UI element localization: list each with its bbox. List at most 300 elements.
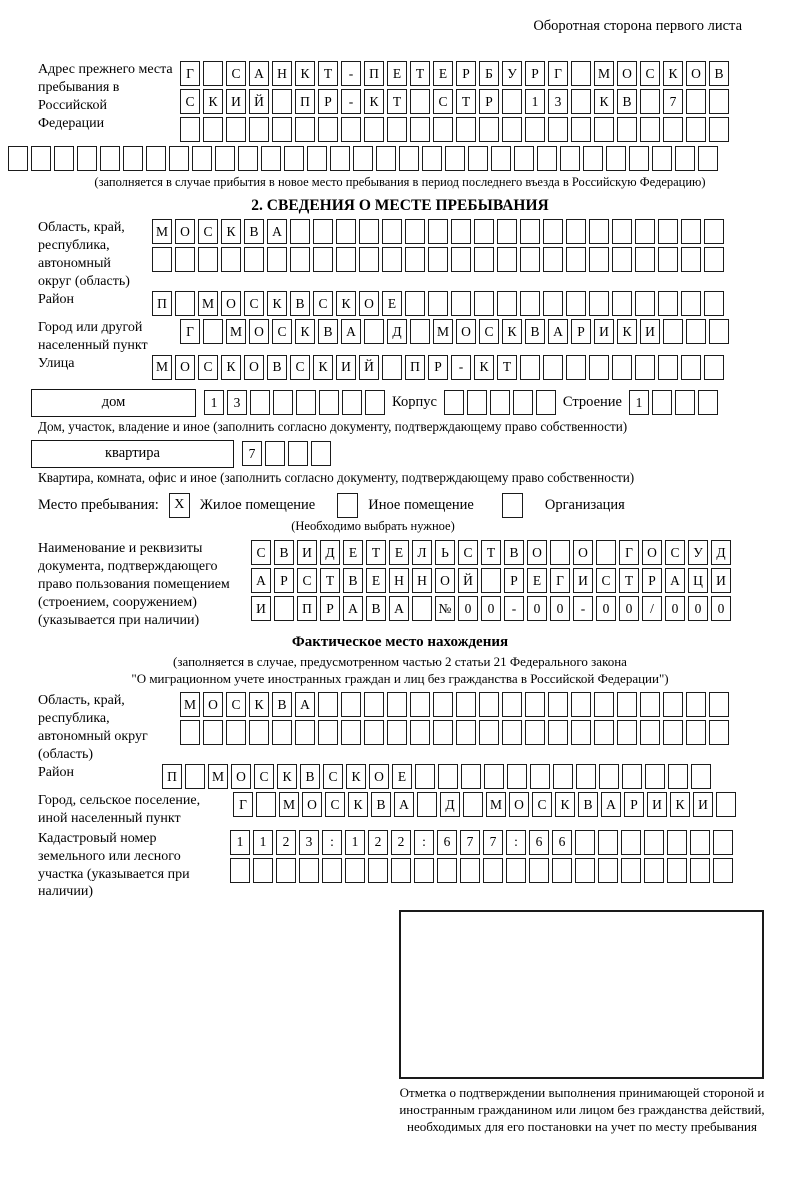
char-box: Ц — [688, 568, 708, 593]
char-box — [422, 146, 442, 171]
char-box: 2 — [276, 830, 296, 855]
char-box — [437, 858, 457, 883]
char-box: П — [297, 596, 317, 621]
char-box — [497, 247, 517, 272]
char-box — [318, 117, 338, 142]
char-box: - — [341, 89, 361, 114]
char-box: К — [267, 291, 287, 316]
char-box: О — [231, 764, 251, 789]
char-box: Р — [624, 792, 644, 817]
district-row — [152, 291, 727, 316]
stay-type-label: Место пребывания: — [38, 496, 159, 513]
char-box: - — [451, 355, 471, 380]
char-box: О — [642, 540, 662, 565]
char-box — [704, 219, 724, 244]
char-box — [244, 247, 264, 272]
char-box: Н — [412, 568, 432, 593]
char-box — [514, 146, 534, 171]
char-box: К — [221, 219, 241, 244]
char-box — [491, 146, 511, 171]
char-box — [550, 540, 570, 565]
char-box: А — [601, 792, 621, 817]
char-box: С — [272, 319, 292, 344]
stay-option-residential-checkbox: X — [169, 493, 190, 518]
char-box — [621, 858, 641, 883]
char-box — [490, 390, 510, 415]
char-box — [226, 720, 246, 745]
char-box — [456, 692, 476, 717]
char-box — [123, 146, 143, 171]
char-box: К — [502, 319, 522, 344]
char-box: М — [433, 319, 453, 344]
char-box — [484, 764, 504, 789]
char-box — [594, 720, 614, 745]
char-box: К — [203, 89, 223, 114]
char-box — [502, 720, 522, 745]
char-box: Е — [433, 61, 453, 86]
char-box — [456, 117, 476, 142]
char-box — [644, 858, 664, 883]
char-box: К — [277, 764, 297, 789]
char-box — [658, 355, 678, 380]
char-box — [203, 319, 223, 344]
char-box — [359, 247, 379, 272]
char-box — [583, 146, 603, 171]
char-box: : — [322, 830, 342, 855]
char-box — [192, 146, 212, 171]
char-box: : — [414, 830, 434, 855]
char-box — [686, 720, 706, 745]
char-box: А — [267, 219, 287, 244]
prev-address-field — [0, 61, 800, 145]
char-box — [589, 291, 609, 316]
char-box — [640, 692, 660, 717]
char-box — [461, 764, 481, 789]
char-box: К — [221, 355, 241, 380]
char-box — [77, 146, 97, 171]
char-box — [713, 858, 733, 883]
char-box — [272, 117, 292, 142]
char-box: П — [295, 89, 315, 114]
char-box: О — [244, 355, 264, 380]
document-row-3 — [251, 596, 734, 621]
char-box — [295, 720, 315, 745]
char-box — [529, 858, 549, 883]
char-box: П — [152, 291, 172, 316]
char-box: 1 — [629, 390, 649, 415]
city-field — [0, 319, 800, 355]
char-box — [319, 390, 339, 415]
char-box — [295, 117, 315, 142]
char-box: Т — [497, 355, 517, 380]
char-box — [322, 858, 342, 883]
char-box: В — [267, 355, 287, 380]
char-box: К — [617, 319, 637, 344]
char-box: О — [527, 540, 547, 565]
char-box: Р — [274, 568, 294, 593]
char-box — [433, 117, 453, 142]
char-box — [709, 89, 729, 114]
char-box — [433, 692, 453, 717]
char-box: И — [594, 319, 614, 344]
char-box: М — [152, 219, 172, 244]
char-box: Н — [272, 61, 292, 86]
char-box — [253, 858, 273, 883]
char-box — [704, 291, 724, 316]
char-box — [414, 858, 434, 883]
house-number-boxes — [204, 390, 388, 415]
actual-region-row-2 — [180, 720, 732, 745]
char-box — [612, 355, 632, 380]
char-box — [265, 441, 285, 466]
char-box: Д — [387, 319, 407, 344]
char-box — [690, 858, 710, 883]
char-box — [417, 792, 437, 817]
prev-address-row-2 — [180, 89, 732, 114]
char-box — [520, 291, 540, 316]
char-box — [100, 146, 120, 171]
char-box — [612, 247, 632, 272]
char-box — [553, 764, 573, 789]
char-box — [152, 247, 172, 272]
char-box: С — [323, 764, 343, 789]
char-box: Й — [458, 568, 478, 593]
char-box: А — [341, 319, 361, 344]
char-box — [681, 355, 701, 380]
char-box: И — [573, 568, 593, 593]
char-box — [203, 61, 223, 86]
char-box: 3 — [227, 390, 247, 415]
char-box — [622, 764, 642, 789]
char-box — [612, 291, 632, 316]
actual-city-label: Город, сельское поселение, иной населенный пункт — [38, 792, 201, 826]
char-box: В — [371, 792, 391, 817]
char-box: 3 — [299, 830, 319, 855]
char-box: Д — [320, 540, 340, 565]
char-box — [180, 117, 200, 142]
char-box — [290, 219, 310, 244]
char-box: 2 — [368, 830, 388, 855]
char-box — [376, 146, 396, 171]
char-box — [368, 858, 388, 883]
char-box — [594, 117, 614, 142]
char-box: Т — [619, 568, 639, 593]
char-box — [359, 219, 379, 244]
char-box — [410, 692, 430, 717]
char-box: У — [688, 540, 708, 565]
char-box — [382, 355, 402, 380]
char-box: К — [474, 355, 494, 380]
char-box: Т — [366, 540, 386, 565]
char-box: М — [152, 355, 172, 380]
char-box — [341, 692, 361, 717]
char-box: С — [596, 568, 616, 593]
char-box: 7 — [242, 441, 262, 466]
char-box — [460, 858, 480, 883]
char-box — [525, 117, 545, 142]
char-box: С — [180, 89, 200, 114]
char-box — [566, 247, 586, 272]
actual-location-note-1: (заполняется в случае, предусмотренном частью 2 статьи 21 Федерального закона — [173, 654, 627, 670]
char-box: О — [302, 792, 322, 817]
char-box: С — [244, 291, 264, 316]
char-box: С — [251, 540, 271, 565]
char-box — [226, 117, 246, 142]
char-box: 0 — [527, 596, 547, 621]
char-box — [364, 720, 384, 745]
char-box: Г — [619, 540, 639, 565]
district-field — [0, 291, 800, 319]
char-box — [474, 291, 494, 316]
char-box — [405, 247, 425, 272]
stay-option-residential-label: Жилое помещение — [199, 496, 316, 513]
char-box: Р — [642, 568, 662, 593]
char-box: О — [221, 291, 241, 316]
char-box — [507, 764, 527, 789]
char-box: 6 — [529, 830, 549, 855]
char-box: № — [435, 596, 455, 621]
char-box — [675, 390, 695, 415]
char-box: С — [290, 355, 310, 380]
cadastral-row-1 — [230, 830, 736, 855]
char-box — [681, 247, 701, 272]
char-box — [686, 89, 706, 114]
char-box — [668, 764, 688, 789]
actual-region-row-1 — [180, 692, 732, 717]
char-box: 1 — [204, 390, 224, 415]
char-box: М — [486, 792, 506, 817]
char-box — [667, 858, 687, 883]
char-box: 1 — [253, 830, 273, 855]
char-box — [428, 291, 448, 316]
char-box — [681, 219, 701, 244]
char-box — [387, 117, 407, 142]
char-box: И — [693, 792, 713, 817]
char-box: Р — [428, 355, 448, 380]
char-box — [364, 319, 384, 344]
actual-region-field — [0, 692, 800, 764]
char-box: Г — [180, 61, 200, 86]
char-box: О — [175, 355, 195, 380]
char-box: И — [297, 540, 317, 565]
char-box — [571, 117, 591, 142]
char-box — [410, 117, 430, 142]
char-box: Е — [527, 568, 547, 593]
char-box — [543, 355, 563, 380]
char-box: М — [180, 692, 200, 717]
char-box: О — [686, 61, 706, 86]
char-box — [483, 858, 503, 883]
char-box: С — [325, 792, 345, 817]
char-box — [410, 720, 430, 745]
char-box: Т — [387, 89, 407, 114]
char-box: О — [617, 61, 637, 86]
char-box: П — [162, 764, 182, 789]
stay-type-row — [0, 493, 800, 518]
prev-address-row-4 — [0, 146, 800, 171]
char-box: К — [336, 291, 356, 316]
char-box — [8, 146, 28, 171]
char-box: К — [346, 764, 366, 789]
char-box — [571, 692, 591, 717]
char-box: К — [295, 319, 315, 344]
char-box — [520, 355, 540, 380]
char-box — [640, 720, 660, 745]
char-box: 0 — [481, 596, 501, 621]
char-box: В — [274, 540, 294, 565]
apartment-note: Квартира, комната, офис и иное (заполнить согласно документу, подтверждающему право собственности) — [38, 469, 635, 485]
char-box: 6 — [437, 830, 457, 855]
char-box: В — [578, 792, 598, 817]
char-box — [640, 89, 660, 114]
char-box: Р — [456, 61, 476, 86]
char-box — [520, 247, 540, 272]
char-box — [479, 117, 499, 142]
char-box — [709, 692, 729, 717]
house-row — [0, 389, 800, 417]
street-row — [152, 355, 727, 380]
char-box — [31, 146, 51, 171]
char-box — [336, 247, 356, 272]
apartment-row — [0, 440, 800, 468]
char-box — [410, 319, 430, 344]
char-box — [617, 117, 637, 142]
char-box: 0 — [619, 596, 639, 621]
char-box: К — [364, 89, 384, 114]
char-box — [341, 117, 361, 142]
char-box — [658, 219, 678, 244]
char-box — [313, 247, 333, 272]
char-box — [709, 319, 729, 344]
char-box — [336, 219, 356, 244]
char-box — [598, 858, 618, 883]
char-box — [318, 692, 338, 717]
char-box: А — [251, 568, 271, 593]
stroenie-boxes — [629, 390, 721, 415]
char-box: К — [313, 355, 333, 380]
char-box — [704, 247, 724, 272]
char-box: Д — [711, 540, 731, 565]
char-box: А — [249, 61, 269, 86]
char-box — [345, 858, 365, 883]
char-box: О — [456, 319, 476, 344]
char-box — [709, 117, 729, 142]
char-box: И — [640, 319, 660, 344]
char-box — [645, 764, 665, 789]
char-box — [353, 146, 373, 171]
char-box: / — [642, 596, 662, 621]
house-note: Дом, участок, владение и иное (заполнить согласно документу, подтверждающему право собственности) — [38, 418, 628, 434]
char-box: А — [389, 596, 409, 621]
char-box — [497, 219, 517, 244]
char-box: С — [198, 355, 218, 380]
char-box — [698, 146, 718, 171]
char-box: Е — [343, 540, 363, 565]
char-box — [560, 146, 580, 171]
char-box — [690, 830, 710, 855]
char-box: О — [509, 792, 529, 817]
stroenie-label: Строение — [562, 394, 622, 411]
char-box — [652, 146, 672, 171]
char-box — [575, 858, 595, 883]
char-box — [686, 117, 706, 142]
char-box: Т — [318, 61, 338, 86]
char-box: В — [617, 89, 637, 114]
char-box — [548, 720, 568, 745]
char-box: В — [343, 568, 363, 593]
char-box — [272, 720, 292, 745]
char-box: 0 — [596, 596, 616, 621]
char-box: Р — [479, 89, 499, 114]
char-box — [382, 247, 402, 272]
char-box — [382, 219, 402, 244]
char-box — [599, 764, 619, 789]
char-box — [596, 540, 616, 565]
char-box: М — [594, 61, 614, 86]
char-box — [146, 146, 166, 171]
char-box — [410, 89, 430, 114]
char-box — [405, 219, 425, 244]
cadastral-row-2 — [230, 858, 736, 883]
char-box: С — [313, 291, 333, 316]
char-box: 3 — [548, 89, 568, 114]
char-box: Е — [387, 61, 407, 86]
street-label: Улица — [38, 355, 75, 371]
char-box — [288, 441, 308, 466]
char-box — [644, 830, 664, 855]
actual-district-row — [162, 764, 714, 789]
char-box: : — [506, 830, 526, 855]
char-box: К — [594, 89, 614, 114]
char-box — [261, 146, 281, 171]
char-box — [663, 720, 683, 745]
char-box — [481, 568, 501, 593]
char-box: О — [249, 319, 269, 344]
char-box — [686, 319, 706, 344]
document-row-2 — [251, 568, 734, 593]
char-box: С — [226, 692, 246, 717]
char-box — [502, 89, 522, 114]
char-box — [566, 219, 586, 244]
char-box — [180, 720, 200, 745]
actual-location-note-2: "О миграционном учете иностранных граждан и лиц без гражданства в Российской Федерации") — [131, 671, 669, 687]
char-box: С — [254, 764, 274, 789]
char-box: В — [290, 291, 310, 316]
char-box: Р — [525, 61, 545, 86]
char-box — [713, 830, 733, 855]
actual-district-label: Район — [38, 764, 74, 780]
char-box: 0 — [711, 596, 731, 621]
char-box — [571, 89, 591, 114]
char-box: А — [548, 319, 568, 344]
char-box: 0 — [688, 596, 708, 621]
cadastral-label: Кадастровый номер земельного или лесного участка (указывается при наличии) — [38, 830, 190, 900]
char-box: И — [251, 596, 271, 621]
char-box — [299, 858, 319, 883]
char-box — [387, 720, 407, 745]
char-box — [428, 247, 448, 272]
char-box — [606, 146, 626, 171]
char-box: Г — [180, 319, 200, 344]
char-box: И — [647, 792, 667, 817]
char-box: О — [203, 692, 223, 717]
char-box — [658, 247, 678, 272]
char-box — [284, 146, 304, 171]
char-box: И — [711, 568, 731, 593]
char-box: Г — [550, 568, 570, 593]
char-box: В — [300, 764, 320, 789]
char-box: С — [198, 219, 218, 244]
